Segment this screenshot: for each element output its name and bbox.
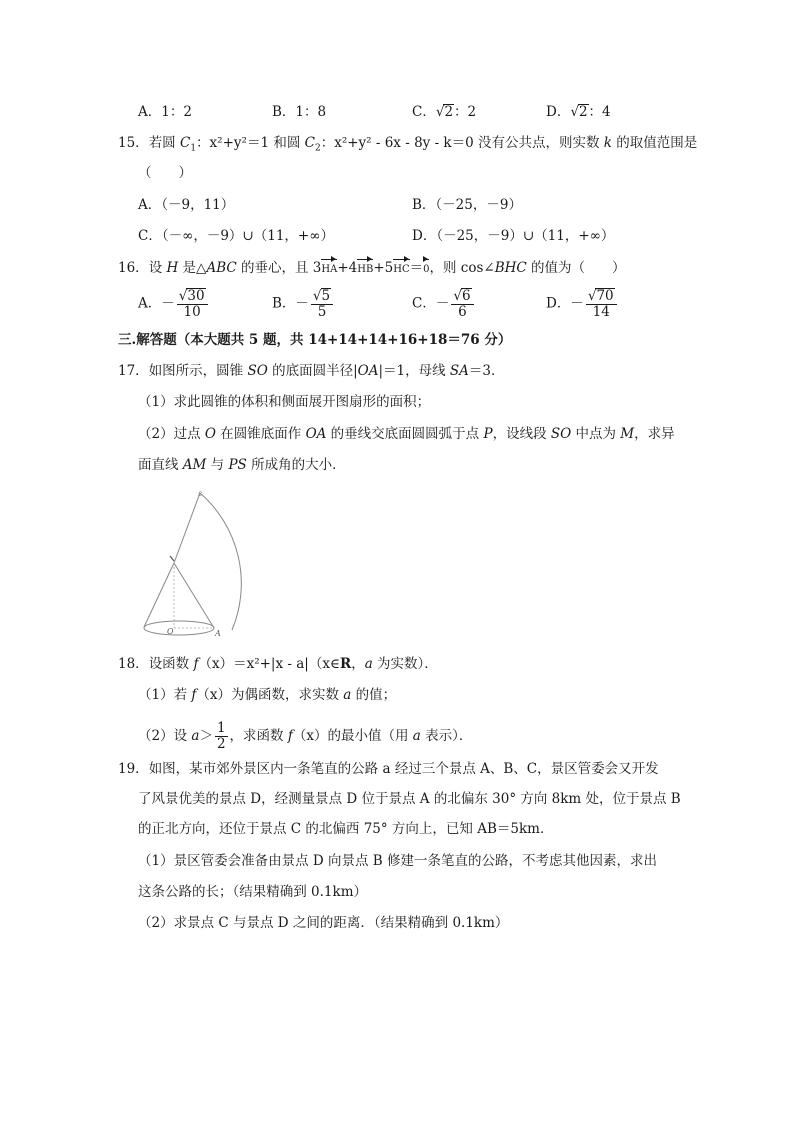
cone-figure — [138, 485, 258, 640]
q19-stem-line-2: 了风景优美的景点 D，经测量景点 D 位于景点 A 的北偏东 30° 方向 8km 处，位于景点 B — [138, 791, 681, 807]
section-heading: 三.解答题（本大题共 5 题，共 14+14+14+16+18＝76 分） — [118, 332, 512, 348]
q18-part-2: （2）设 a＞ $\frac{1}{2}$ ，求函数 f（x）的最小值（用 a 表示）． — [138, 720, 473, 752]
vector-ha: HA — [321, 261, 337, 279]
q19-part-1-cont: 这条公路的长；（结果精确到 0.1km） — [138, 884, 367, 900]
q15-stem: 15．若圆 $C_1$：x²+y²＝1 和圆 $C_2$：x²+y² - 6x - 8y - k＝0 没有公共点，则实数 k 的取值范围是 — [118, 135, 698, 154]
q17-part-1: （1）求此圆锥的体积和侧面展开图扇形的面积； — [138, 394, 431, 410]
vector-hb: HB — [357, 261, 373, 279]
q15-option-a: A．（－9，11） — [138, 197, 235, 213]
q14-option-d: D．√2：4 — [546, 104, 611, 120]
cone-left-edge — [144, 563, 174, 627]
q19-stem-line-1: 19．如图，某市郊外景区内一条笔直的公路 a 经过三个景点 A、B、C，景区管委会又开发 — [118, 761, 659, 777]
q16-stem: 16．设 H 是△ABC 的垂心，且 3HA+4HB+5HC＝0，则 cos∠BHC 的值为（ ） — [118, 259, 626, 279]
label-a: A — [215, 629, 221, 638]
q14-option-a: A．1：2 — [138, 104, 192, 120]
q15-option-c: C．（－∞，－9）∪（11，+∞） — [138, 228, 334, 244]
slant-line-upper — [174, 493, 200, 563]
q14-option-c: C．√2：2 — [412, 104, 477, 120]
q15-option-d: D．（－25，－9）∪（11，+∞） — [412, 228, 615, 244]
q16-option-c: C．－ $\frac{√6}{6}$ — [412, 288, 476, 320]
q16-option-b: B．－ $\frac{√5}{5}$ — [272, 288, 335, 320]
q16-option-d: D．－ $\frac{√70}{14}$ — [546, 288, 619, 320]
q19-part-2: （2）求景点 C 与景点 D 之间的距离．（结果精确到 0.1km） — [138, 915, 509, 931]
sector-arc — [200, 493, 241, 630]
q17-part-2-cont: 面直线 AM 与 PS 所成角的大小． — [138, 457, 346, 473]
q18-stem: 18．设函数 f（x）＝x²+|x - a|（x∈R，a 为实数）． — [118, 656, 438, 672]
vector-zero: 0 — [423, 261, 429, 279]
q16-option-a: A．－ $\frac{√30}{10}$ — [138, 288, 210, 320]
vector-hc: HC — [393, 261, 409, 279]
q15-option-b: B．（－25，－9） — [412, 197, 522, 213]
q14-option-b: B．1：8 — [272, 104, 327, 120]
q18-part-1: （1）若 f（x）为偶函数，求实数 a 的值； — [138, 687, 397, 703]
q19-stem-line-3: 的正北方向，还位于景点 C 的北偏西 75° 方向上，已知 AB＝5km． — [138, 821, 554, 837]
label-s: s — [198, 489, 203, 498]
q17-part-2: （2）过点 O 在圆锥底面作 OA 的垂线交底面圆圆弧于点 P，设线段 SO 中点为 M，求异 — [138, 426, 675, 442]
point-s-mark — [170, 556, 174, 561]
q15-paren: （ ） — [138, 165, 192, 181]
q19-part-1: （1）景区管委会准备由景点 D 向景点 B 修建一条笔直的公路，不考虑其他因素，求出 — [138, 853, 657, 869]
q17-stem: 17．如图所示，圆锥 SO 的底面圆半径|OA|＝1，母线 SA＝3． — [118, 363, 505, 379]
cone-right-edge — [174, 563, 214, 628]
label-o: O — [167, 627, 174, 636]
